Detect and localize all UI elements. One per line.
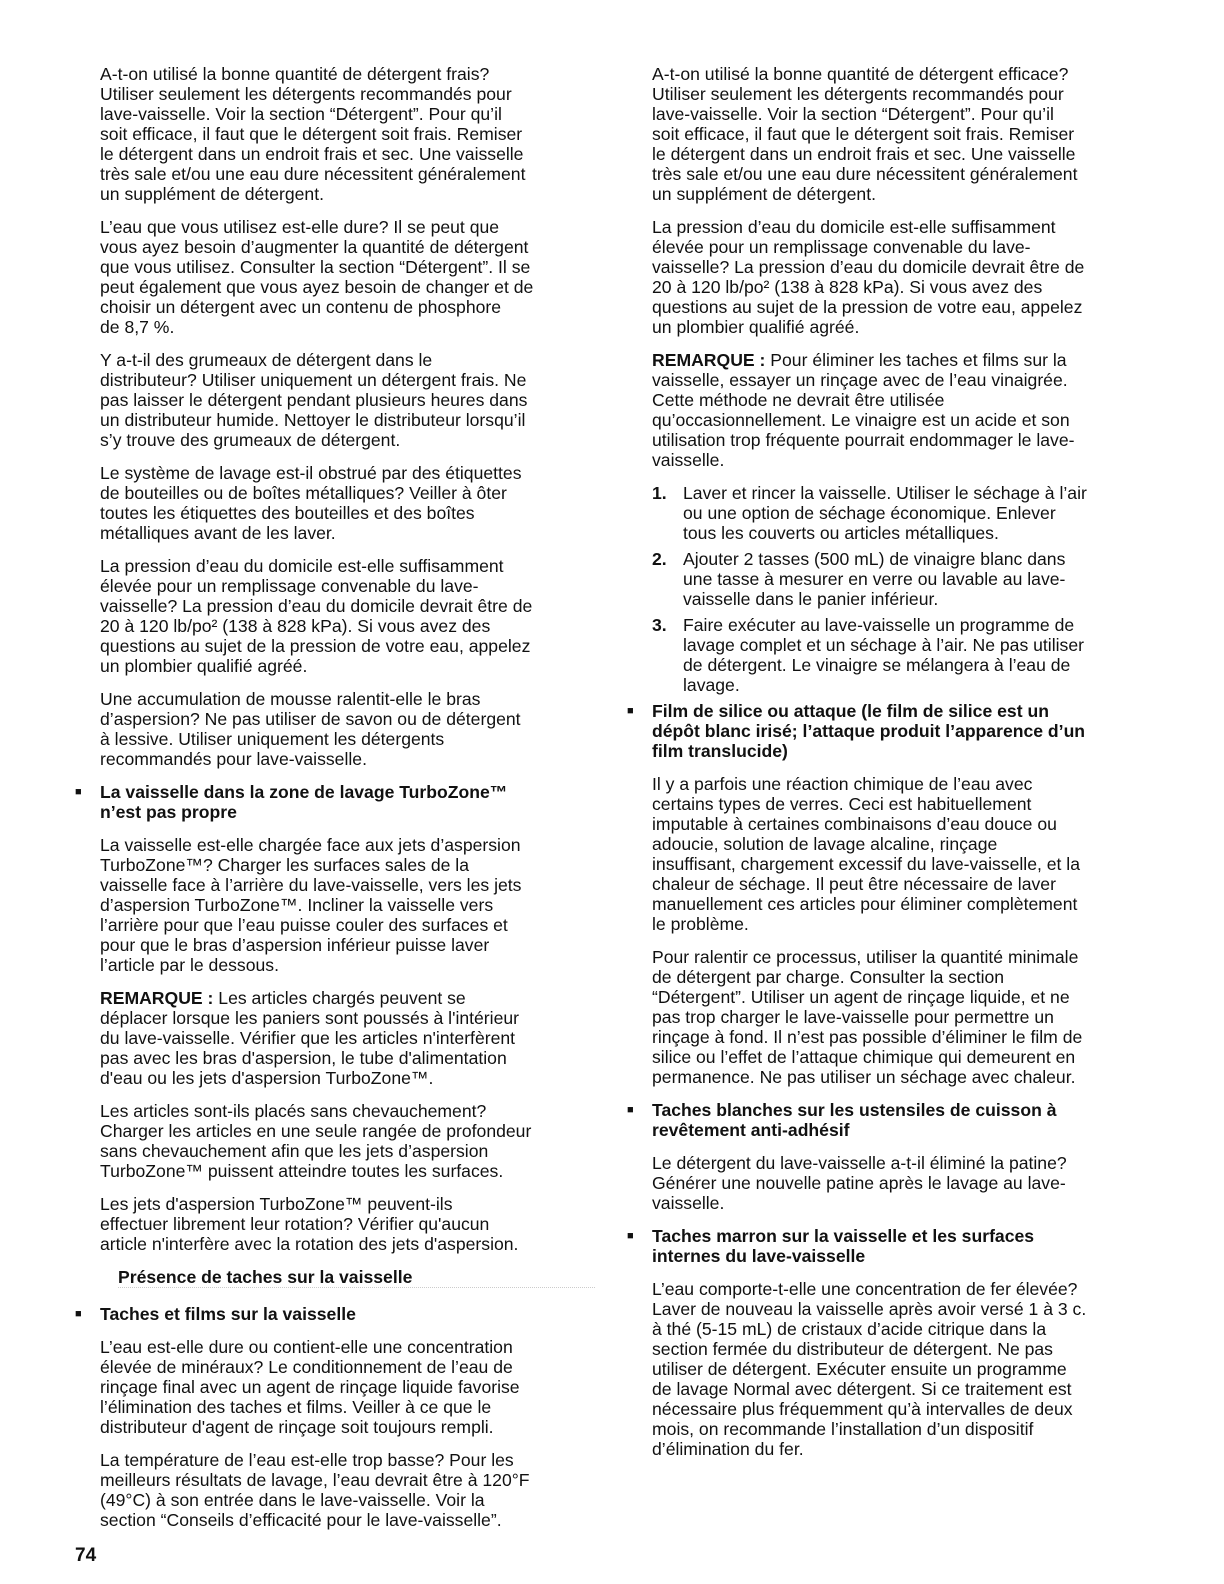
- bullet-heading: ■ Film de silice ou attaque (le film de silice est un dépôt blanc irisé; l’attaque produit l’apparence d’un film translucide): [652, 701, 1152, 761]
- paragraph: La vaisselle est-elle chargée face aux jets d’aspersion TurboZone™? Charger les surfaces sales de la vaisselle face à l’arrière du lave-vaisselle, vers les jets d’aspersion TurboZone™. Incliner la vaisselle vers l’arrière pour que l’eau puisse couler des surfaces et pour que le bras d’aspersion inférieur puisse laver l’article par le dessous.: [100, 835, 522, 975]
- note-text: Les articles chargés peuvent se déplacer lorsque les paniers sont poussés à l'intérieur du lave-vaisselle. Vérifier que les articles n'interfèrent pas avec les bras d'aspersion, le tube d'alimentation d'eau ou les jets d'aspersion TurboZone™.: [100, 988, 520, 1088]
- paragraph: Les articles sont-ils placés sans chevauchement? Charger les articles en une seule rangée de profondeur sans chevauchement afin que les jets d’aspersion TurboZone™ puissent atteindre toutes les surfaces.: [100, 1101, 532, 1181]
- left-column: [100, 64, 595, 1543]
- step-number: 1.: [652, 483, 667, 503]
- paragraph: Les jets d'aspersion TurboZone™ peuvent-ils effectuer librement leur rotation? Vérifier qu'aucun article n'interfère avec la rotation des jets d'aspersion.: [100, 1194, 519, 1254]
- step-number: 2.: [652, 549, 667, 569]
- step-number: 3.: [652, 615, 667, 635]
- bullet-heading: ■ Taches marron sur la vaisselle et les surfaces internes du lave-vaisselle: [652, 1226, 1152, 1266]
- bullet-heading: ■ Taches et films sur la vaisselle: [100, 1304, 595, 1324]
- paragraph: Pour ralentir ce processus, utiliser la quantité minimale de détergent par charge. Consulter la section “Détergent”. Utiliser un agent de rinçage liquide, et ne pas trop charger le lave-vaisselle pour permettre un rinçage à fond. Il n’est pas possible d’éliminer le film de silice ou l’effet de l’attaque chimique qui demeurent en permanence. Ne pas utiliser un séchage avec chaleur.: [652, 947, 1083, 1087]
- page-number: 74: [75, 1545, 97, 1566]
- note-paragraph: [652, 350, 1152, 470]
- paragraph: Une accumulation de mousse ralentit-elle le bras d’aspersion? Ne pas utiliser de savon ou de détergent à lessive. Utiliser uniquement les détergents recommandés pour lave-vaisselle.: [100, 689, 521, 769]
- section-heading: Présence de taches sur la vaisselle: [118, 1267, 595, 1288]
- note-label: REMARQUE :: [652, 350, 766, 370]
- right-column: [652, 64, 1152, 1472]
- note-paragraph: [100, 988, 595, 1088]
- bullet-heading: ■ Taches blanches sur les ustensiles de cuisson à revêtement anti-adhésif: [652, 1100, 1152, 1140]
- paragraph: La pression d’eau du domicile est-elle suffisamment élevée pour un remplissage convenable du lave- vaisselle? La pression d’eau du domicile devrait être de 20 à 120 lb/po² (138 à 828 kPa). Si vous avez des questions au sujet de la pression de votre eau, appelez un plombier qualifié agréé.: [100, 556, 533, 676]
- note-label: REMARQUE :: [100, 988, 214, 1008]
- step-text: Laver et rincer la vaisselle. Utiliser le séchage à l’air ou une option de séchage économique. Enlever tous les couverts ou articles métalliques.: [683, 483, 1087, 543]
- paragraph: Le système de lavage est-il obstrué par des étiquettes de bouteilles ou de boîtes métalliques? Veiller à ôter toutes les étiquettes des bouteilles et des boîtes métalliques avant de les laver.: [100, 463, 522, 543]
- paragraph: A-t-on utilisé la bonne quantité de détergent frais? Utiliser seulement les détergents recommandés pour lave-vaisselle. Voir la section “Détergent”. Pour qu’il soit efficace, il faut que le détergent soit frais. Remiser le détergent dans un endroit frais et sec. Une vaisselle très sale et/ou une eau dure nécessitent généralement un supplément de détergent.: [100, 64, 526, 204]
- paragraph: A-t-on utilisé la bonne quantité de détergent efficace? Utiliser seulement les détergents recommandés pour lave-vaisselle. Voir la section “Détergent”. Pour qu’il soit efficace, il faut que le détergent soit frais. Remiser le détergent dans un endroit frais et sec. Une vaisselle très sale et/ou une eau dure nécessitent généralement un supplément de détergent.: [652, 64, 1078, 204]
- paragraph: Y a-t-il des grumeaux de détergent dans le distributeur? Utiliser uniquement un détergent frais. Ne pas laisser le détergent pendant plusieurs heures dans un distributeur humide. Nettoyer le distributeur lorsqu’il s’y trouve des grumeaux de détergent.: [100, 350, 528, 450]
- paragraph: L’eau que vous utilisez est-elle dure? Il se peut que vous ayez besoin d’augmenter la quantité de détergent que vous utilisez. Consulter la section “Détergent”. Il se peut également que vous ayez besoin de changer et de choisir un détergent avec un contenu de phosphore de 8,7 %.: [100, 217, 534, 337]
- paragraph: Le détergent du lave-vaisselle a-t-il éliminé la patine? Générer une nouvelle patine après le lavage au lave- vaisselle.: [652, 1153, 1067, 1213]
- numbered-step: [652, 615, 1152, 695]
- paragraph: Il y a parfois une réaction chimique de l’eau avec certains types de verres. Ceci est habituellement imputable à certaines combinaisons d’eau douce ou adoucie, solution de lavage alcaline, rinçage insuffisant, chargement excessif du lave-vaisselle, et la chaleur de séchage. Il peut être nécessaire de laver manuellement ces articles pour éliminer complètement le problème.: [652, 774, 1081, 934]
- numbered-step: [652, 549, 1152, 609]
- paragraph: L’eau est-elle dure ou contient-elle une concentration élevée de minéraux? Le conditionnement de l’eau de rinçage final avec un agent de rinçage liquide favorise l’élimination des taches et films. Veiller à ce que le distributeur d'agent de rinçage soit toujours rempli.: [100, 1337, 520, 1437]
- note-text: Pour éliminer les taches et films sur la vaisselle, essayer un rinçage avec de l’eau vinaigrée. Cette méthode ne devrait être utilisée qu’occasionnellement. Le vinaigre est un acide et son utilisation trop fréquente pourrait endommager le lave- vaisselle.: [652, 350, 1075, 470]
- bullet-heading: ■ La vaisselle dans la zone de lavage TurboZone™ n’est pas propre: [100, 782, 595, 822]
- step-text: Faire exécuter au lave-vaisselle un programme de lavage complet et un séchage à l’air. Ne pas utiliser de détergent. Le vinaigre se mélangera à l’eau de lavage.: [683, 615, 1084, 695]
- paragraph: La pression d’eau du domicile est-elle suffisamment élevée pour un remplissage convenable du lave- vaisselle? La pression d’eau du domicile devrait être de 20 à 120 lb/po² (138 à 828 kPa). Si vous avez des questions au sujet de la pression de votre eau, appelez un plombier qualifié agréé.: [652, 217, 1085, 337]
- numbered-step: [652, 483, 1152, 543]
- paragraph: L’eau comporte-t-elle une concentration de fer élevée? Laver de nouveau la vaisselle après avoir versé 1 à 3 c. à thé (5-15 mL) de cristaux d’acide citrique dans la section fermée du distributeur de détergent. Ne pas utiliser de détergent. Exécuter ensuite un programme de lavage Normal avec détergent. Si ce traitement est nécessaire plus fréquemment qu’à intervalles de deux mois, on recommande l’installation d’un dispositif d’élimination du fer.: [652, 1279, 1087, 1459]
- paragraph: La température de l’eau est-elle trop basse? Pour les meilleurs résultats de lavage, l’eau devrait être à 120°F (49°C) à son entrée dans le lave-vaisselle. Voir la section “Conseils d’efficacité pour le lave-vaisselle”.: [100, 1450, 530, 1530]
- step-text: Ajouter 2 tasses (500 mL) de vinaigre blanc dans une tasse à mesurer en verre ou lavable au lave- vaisselle dans le panier inférieur.: [683, 549, 1066, 609]
